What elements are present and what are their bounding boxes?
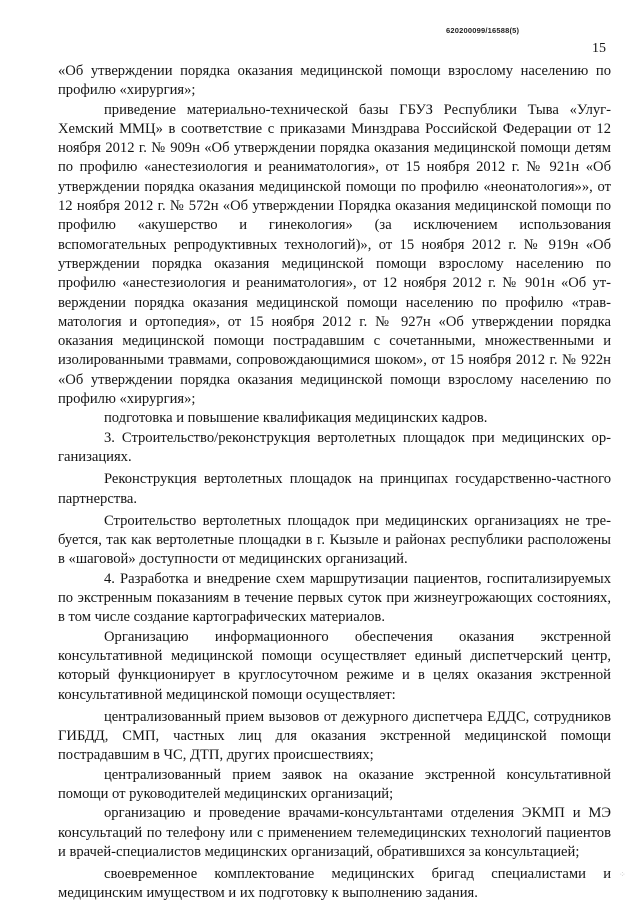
paragraph-request-reception: централизованный прием заявок на оказание экстренной консультативной помощи от руководителей медицинских организаций; <box>58 766 611 802</box>
paragraph-equipment-compliance: приведение материально-технической базы ГБУЗ Республики Тыва «Улуг-Хемский ММЦ» в соответствие с приказами Минздрава Российской Федерации от 12 ноября 2012 г. № 909н «Об утверждении порядка оказания медицинской помощи детям по профилю «анестезиология и реаниматология», от 15 ноября 2012 г. № 921н «Об утверждении порядка оказания медицинской помощи по профилю «неонатология»», от 12 ноября 2012 г. № 572н «Об утверждении Порядка оказания медицинской помощи по профилю «акушерство и гинекология» (за исключением использования вспомогательных репродуктивных технологий)», от 15 ноября 2012 г. № 919н «Об утверждении порядка оказания медицинской помощи взрослому населению по профилю «анестезиология и реаниматология», от 12 ноября 2012 г. № 901н «Об утверждении порядка оказания медицинской помощи населению по профилю «травматология и ортопедия», от 15 ноября 2012 г. № 927н «Об утверждении порядка оказания медицинской помощи пострадавшим с сочетанными, множественными и изолированными травмами, сопровождающимися шоком», от 15 ноября 2012 г. № 922н «Об утверждении порядка оказания медицинской помощи взрослому населению по профилю «хирургия»; <box>58 101 611 408</box>
document-body <box>58 62 611 904</box>
paragraph-section-4-heading: 4. Разработка и внедрение схем маршрутизации пациентов, госпитализируемых по экстренным показаниям в течение первых суток при жизнеугрожающих состояниях, в том числе создание картографических материалов. <box>58 570 611 626</box>
page-number: 15 <box>592 41 606 56</box>
paragraph-helipad-construction: Строительство вертолетных площадок при медицинских организациях не требуется, так как вертолетные площадки в г. Кызыле и районах республики расположены в «шаговой» доступности от медицинских организаций. <box>58 512 611 568</box>
paragraph-surgery-order-continuation: «Об утверждении порядка оказания медицинской помощи взрослому населению по профилю «хирургия»; <box>58 63 611 99</box>
paragraph-team-staffing: своевременное комплектование медицинских бригад специалистами и медицинским имуществом и их подготовку к выполнению задания. <box>58 866 611 902</box>
paragraph-consultations: организацию и проведение врачами-консультантами отделения ЭКМП и МЭ консультаций по телефону или с применением телемедицинских технологий пациентов и врачей-специалистов медицинских организаций, обратившихся за консультацией; <box>58 805 611 860</box>
document-code: 620200099/16588(5) <box>446 26 520 35</box>
paragraph-helipad-reconstruction: Реконструкция вертолетных площадок на принципах государственно-частного партнерства. <box>58 471 611 507</box>
paragraph-dispatch-center: Организацию информационного обеспечения оказания экстренной консультативной медицинской помощи осуществляет единый диспетчерский центр, который функционирует в круглосуточном режиме и в целях оказания экстренной консультативной медицинской помощи осуществляет: <box>58 628 611 703</box>
paragraph-section-3-heading: 3. Строительство/реконструкция вертолетных площадок при медицинских организациях. <box>58 429 611 465</box>
scan-artifact: ⁘ <box>619 870 626 879</box>
paragraph-call-reception: централизованный прием вызовов от дежурного диспетчера ЕДДС, сотрудников ГИБДД, СМП, частных лиц для оказания экстренной медицинской помощи пострадавшим в ЧС, ДТП, других происшествиях; <box>58 708 611 764</box>
paragraph-staff-training: подготовка и повышение квалификация медицинских кадров. <box>104 410 488 427</box>
